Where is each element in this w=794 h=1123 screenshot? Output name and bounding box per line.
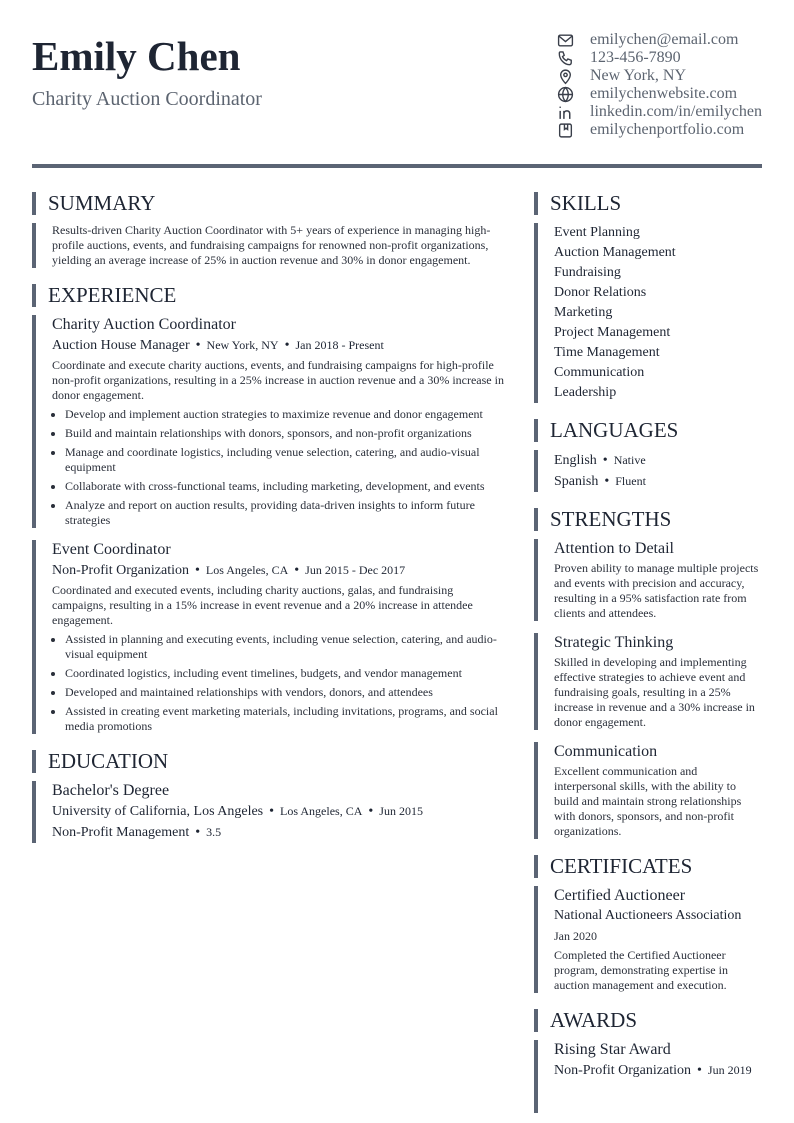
globe-icon [557,86,574,103]
contact-website[interactable] [557,85,762,103]
summary-heading: SUMMARY [32,192,506,215]
certificates-heading: CERTIFICATES [534,855,762,878]
job-bullet: • Collaborate with cross-functional teams, including marketing, development, and events [65,479,506,494]
linkedin-icon [557,104,574,121]
job-bullet: • Developed and maintained relationships with vendors, donors, and attendees [65,685,506,700]
contact-website-text: emilychenwebsite.com [590,85,738,102]
skill-item: Event Planning [554,225,640,240]
education-date: Jun 2015 [379,804,423,818]
skill-item: Time Management [554,345,660,360]
certificate-issuer: National Auctioneers Association [554,908,742,923]
education-item [32,781,506,843]
skill-item: Marketing [554,305,613,320]
job-meta: Non-Profit Organization • Los Angeles, CA • Jun 2015 - Dec 2017 [52,563,406,578]
award-item [534,1040,762,1113]
strength-item [534,633,762,730]
strength-description: Proven ability to manage multiple projects and events with precision and accuracy, resulting in a 95% satisfaction rate from clients and attendees. [554,561,759,620]
awards-heading: AWARDS [534,1009,762,1032]
contact-phone[interactable] [557,49,762,67]
award-name: Rising Star Award [554,1041,671,1058]
contact-location [557,67,762,85]
skills-heading: SKILLS [534,192,762,215]
job-bullet: • Develop and implement auction strategies to maximize revenue and donor engagement [65,407,506,422]
job-dates: Jan 2018 - Present [295,338,384,352]
summary-text: Results-driven Charity Auction Coordinator with 5+ years of experience in managing high-profile auctions, events, and fundraising campaigns for renowned non-profit organizations, yielding an average increase of 25% in auction revenue and 30% in donor engagement. [52,223,491,267]
strength-description: Skilled in developing and implementing effective strategies to achieve event and fundraising goals, resulting in a 25% increase in revenue and a 30% increase in donor engagement. [554,655,755,729]
skill-item: Auction Management [554,245,676,260]
strengths-heading: STRENGTHS [534,508,762,531]
job-bullet: • Assisted in planning and executing events, including venue selection, catering, and audio-visual equipment [65,632,506,662]
certificate-description: Completed the Certified Auctioneer program, demonstrating expertise in auction management and execution. [554,948,728,992]
skills-list [534,223,762,403]
job-bullet: • Analyze and report on auction results, providing data-driven insights to inform future strategies [65,498,506,528]
languages-list [534,450,762,492]
candidate-name: Emily Chen [32,33,241,79]
job-bullet: • Assisted in creating event marketing materials, including invitations, programs, and social media promotions [65,704,506,734]
education-field: Non-Profit Management [52,825,190,840]
portfolio-icon [557,122,574,139]
job-bullet: • Coordinated logistics, including event timelines, budgets, and vendor management [65,666,506,681]
award-issuer: Non-Profit Organization [554,1063,691,1078]
job-bullets [52,407,506,528]
experience-item [32,540,506,734]
header-divider [32,164,762,168]
skill-item: Communication [554,365,645,380]
language-level: Native [613,453,646,467]
job-bullet: • Manage and coordinate logistics, including venue selection, catering, and audio-visual equipment [65,445,506,475]
job-company: Auction House Manager [52,338,190,353]
strength-item [534,539,762,621]
contact-phone-text: 123-456-7890 [590,49,681,66]
contact-portfolio-text: emilychenportfolio.com [590,121,745,138]
right-column [534,192,762,1113]
skill-item: Fundraising [554,265,621,280]
education-gpa: 3.5 [206,825,222,839]
language-item: English • Native [554,453,646,468]
experience-heading: EXPERIENCE [32,284,506,307]
job-description: Coordinate and execute charity auctions, events, and fundraising campaigns for high-profile non-profit organizations, resulting in a 25% increase in auction revenue and a 30% increase in donor engagement. [52,358,504,402]
education-heading: EDUCATION [32,750,506,773]
contact-linkedin-text: linkedin.com/in/emilychen [590,103,762,120]
certificate-date: Jan 2020 [554,929,597,943]
language-level: Fluent [615,474,646,488]
education-meta: University of California, Los Angeles • Los Angeles, CA • Jun 2015 [52,804,423,819]
language-name: Spanish [554,474,599,489]
experience-item [32,315,506,528]
skill-item: Donor Relations [554,285,647,300]
language-item: Spanish • Fluent [554,474,646,489]
award-meta: Non-Profit Organization • Jun 2019 [554,1063,752,1078]
job-bullet: • Build and maintain relationships with donors, sponsors, and non-profit organizations [65,426,506,441]
certificate-item [534,886,762,993]
award-date: Jun 2019 [707,1063,752,1077]
skill-item: Project Management [554,325,671,340]
summary-section [32,223,506,268]
left-column [32,192,506,843]
strength-item [534,742,762,839]
job-title: Charity Auction Coordinator [52,316,236,333]
mail-icon [557,32,574,49]
skill-item: Leadership [554,385,617,400]
education-field-row: Non-Profit Management • 3.5 [52,825,222,840]
job-meta: Auction House Manager • New York, NY • Jan 2018 - Present [52,338,384,353]
job-location: Los Angeles, CA [205,563,289,577]
strength-name: Strategic Thinking [554,634,674,651]
contact-location-text: New York, NY [590,67,687,84]
job-title: Event Coordinator [52,541,171,558]
certificate-name: Certified Auctioneer [554,887,686,904]
contact-list [557,31,762,139]
job-bullets [52,632,506,734]
contact-email-text: emilychen@email.com [590,31,739,48]
job-description: Coordinated and executed events, including charity auctions, galas, and fundraising campaigns, resulting in a 15% increase in event revenue and a 20% increase in attendee engagement. [52,583,473,627]
strength-name: Communication [554,743,658,760]
phone-icon [557,50,574,67]
contact-email[interactable] [557,31,762,49]
strength-name: Attention to Detail [554,540,674,557]
job-location: New York, NY [206,338,279,352]
location-pin-icon [557,68,574,85]
education-degree: Bachelor's Degree [52,782,170,799]
contact-linkedin[interactable] [557,103,762,121]
language-name: English [554,453,597,468]
education-school: University of California, Los Angeles [52,804,264,819]
contact-portfolio[interactable] [557,121,762,139]
languages-heading: LANGUAGES [534,419,762,442]
education-location: Los Angeles, CA [280,804,363,818]
job-dates: Jun 2015 - Dec 2017 [305,563,406,577]
candidate-title: Charity Auction Coordinator [32,88,262,110]
strength-description: Excellent communication and interpersonal skills, with the ability to build and maintain strong relationships with donors, sponsors, and non-profit organizations. [554,764,742,838]
job-company: Non-Profit Organization [52,563,189,578]
